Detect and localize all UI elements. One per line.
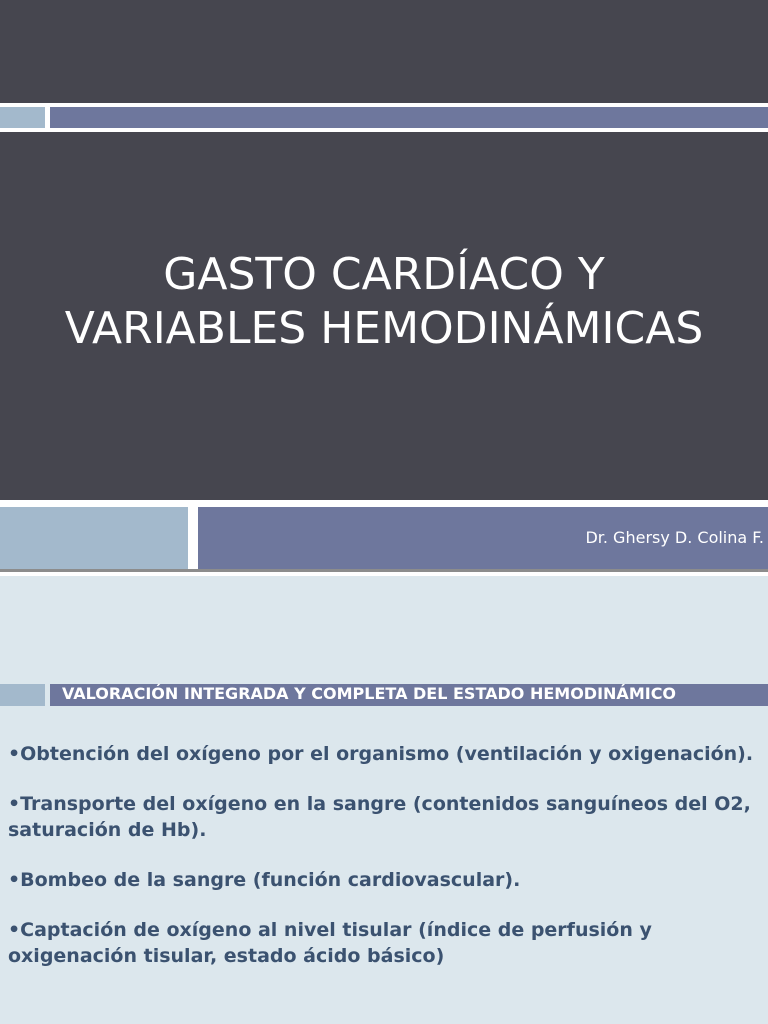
slide-divider (0, 569, 768, 572)
accent-strip-light (0, 107, 45, 128)
bullet-item: •Captación de oxígeno al nivel tisular (índice de perfusión y oxigenación tisular, estado ácido básico) (8, 919, 652, 967)
slide-title-line-2: VARIABLES HEMODINÁMICAS (64, 303, 704, 354)
slide-title (0, 248, 768, 356)
slide-title-line-1: GASTO CARDÍACO Y (163, 249, 605, 300)
subtitle-strip-light (0, 507, 188, 569)
bullet-list (8, 741, 760, 993)
section-heading: VALORACIÓN INTEGRADA Y COMPLETA DEL ESTADO HEMODINÁMICO (62, 684, 677, 703)
bullet-item: •Obtención del oxígeno por el organismo (ventilación y oxigenación). (8, 743, 754, 765)
content-slide (0, 576, 768, 1024)
bullet-item: •Bombeo de la sangre (función cardiovascular). (8, 869, 521, 891)
bullet-item: •Transporte del oxígeno en la sangre (contenidos sanguíneos del O2, saturación de Hb). (8, 793, 751, 841)
accent-strip-dark (50, 107, 768, 128)
heading-strip-light (0, 684, 45, 706)
author-name: Dr. Ghersy D. Colina F. (585, 528, 764, 547)
top-band (0, 0, 768, 103)
